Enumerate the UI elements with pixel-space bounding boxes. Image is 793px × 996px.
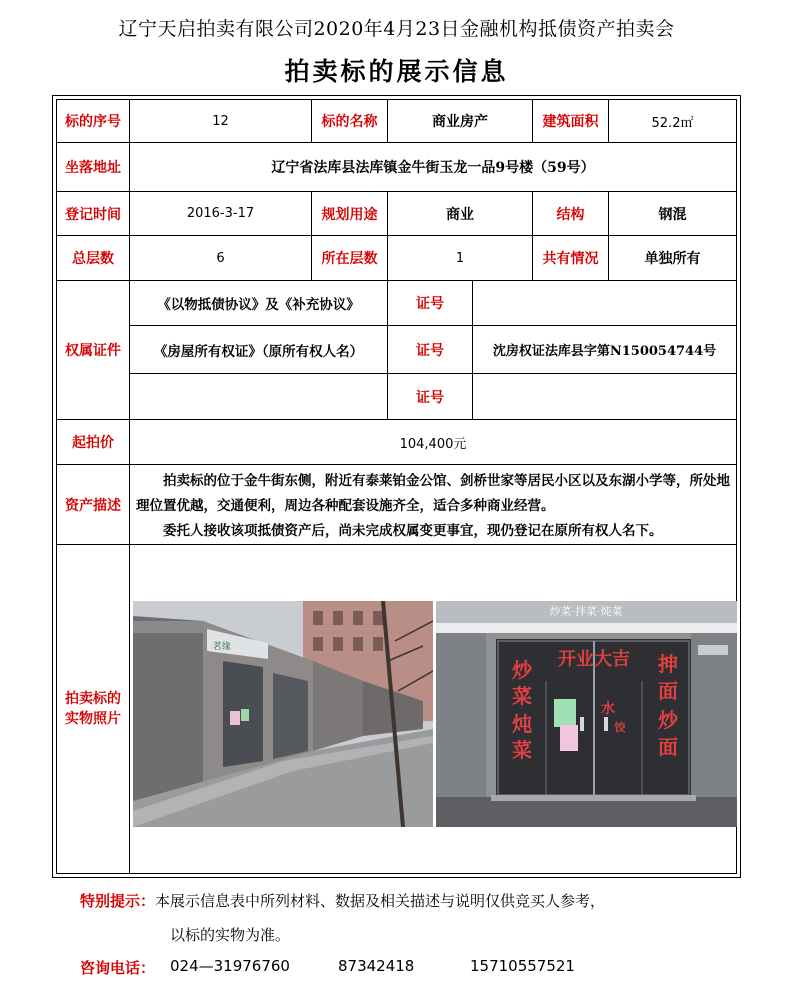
cert-1-no xyxy=(472,280,737,326)
photo2-left-char-2: 菜 xyxy=(512,684,532,708)
storefront-photo-drawing xyxy=(436,601,737,827)
contact-phone-3: 15710557521 xyxy=(470,957,575,975)
ownership-label: 共有情况 xyxy=(532,235,609,281)
area-label: 建筑面积 xyxy=(532,99,609,143)
contact-phone-1: 024—31976760 xyxy=(170,957,290,975)
photo2-left-char-4: 菜 xyxy=(512,738,532,762)
description-text xyxy=(129,464,737,545)
cert-1-name: 《以物抵债协议》及《补充协议》 xyxy=(129,280,388,326)
structure-value: 钢混 xyxy=(608,191,737,236)
area-value: 52.2㎡ xyxy=(608,99,737,143)
contact-phone-2: 87342418 xyxy=(338,957,415,975)
photo2-right-char-4: 面 xyxy=(658,735,678,759)
photo2-opening-banner: 开业大吉 xyxy=(558,649,630,670)
cert-2-no-label: 证号 xyxy=(387,325,473,374)
contact-label: 咨询电话： xyxy=(80,959,156,977)
photo2-right-char-3: 炒 xyxy=(658,708,678,732)
reg-time-label: 登记时间 xyxy=(56,191,130,236)
reg-time-value: 2016-3-17 xyxy=(129,191,312,236)
usage-value: 商业 xyxy=(387,191,533,236)
floor-value: 1 xyxy=(387,235,533,281)
page-title: 辽宁天启拍卖有限公司2020年4月23日金融机构抵债资产拍卖会 xyxy=(118,18,675,40)
photo2-right-char-1: 抻 xyxy=(658,652,678,676)
lot-no-value: 12 xyxy=(129,99,312,143)
usage-label: 规划用途 xyxy=(311,191,388,236)
cert-3-no-label: 证号 xyxy=(387,373,473,420)
floor-label: 所在层数 xyxy=(311,235,388,281)
lot-no-label: 标的序号 xyxy=(56,99,130,143)
ownership-value: 单独所有 xyxy=(608,235,737,281)
photo2-left-char-1: 炒 xyxy=(512,658,532,682)
special-notice-label: 特别提示： xyxy=(80,892,156,910)
special-notice xyxy=(80,890,605,911)
special-notice-line-1: 本展示信息表中所列材料、数据及相关描述与说明仅供竞买人参考， xyxy=(155,892,606,910)
photo1-shop-sign: 茗缘 xyxy=(213,642,232,652)
cert-2-no: 沈房权证法库县字第N150054744号 xyxy=(472,325,737,374)
cert-1-no-label: 证号 xyxy=(387,280,473,326)
start-price-value: 104,400元 xyxy=(129,419,737,465)
photo2-door-char-1: 水 xyxy=(601,701,615,717)
property-photo-storefront xyxy=(436,601,737,827)
location-value: 辽宁省法库县法库镇金牛街玉龙一品9号楼（59号） xyxy=(129,142,737,192)
lot-name-value: 商业房产 xyxy=(387,99,533,143)
special-notice-line-2: 以标的实物为准。 xyxy=(170,926,291,944)
photo2-door-char-2: 饺 xyxy=(614,721,626,734)
page-subtitle: 拍卖标的展示信息 xyxy=(284,57,509,86)
street-photo-drawing xyxy=(133,601,433,827)
description-paragraph-1: 拍卖标的位于金牛街东侧，附近有泰莱铂金公馆、剑桥世家等居民小区以及东湖小学等，所处地理位置优越，交通便利，周边各种配套设施齐全，适合多种商业经营。 xyxy=(136,473,730,514)
photos-label xyxy=(56,544,130,874)
cert-3-no xyxy=(472,373,737,420)
floors-value: 6 xyxy=(129,235,312,281)
cert-2-name: 《房屋所有权证》（原所有权人名） xyxy=(129,325,388,374)
photo2-top-banner: 炒菜·拌菜·炖菜 xyxy=(549,605,623,618)
certs-label: 权属证件 xyxy=(56,280,130,420)
location-label: 坐落地址 xyxy=(56,142,130,192)
structure-label: 结构 xyxy=(532,191,609,236)
photos-label-line-2: 实物照片 xyxy=(65,711,121,727)
lot-name-label: 标的名称 xyxy=(311,99,388,143)
property-photo-street xyxy=(133,601,433,827)
floors-label: 总层数 xyxy=(56,235,130,281)
photos-label-line-1: 拍卖标的 xyxy=(65,691,121,707)
description-label: 资产描述 xyxy=(56,464,130,545)
cert-3-name xyxy=(129,373,388,420)
photo2-left-char-3: 炖 xyxy=(512,712,532,736)
description-paragraph-2: 委托人接收该项抵债资产后，尚未完成权属变更事宜，现仍登记在原所有权人名下。 xyxy=(163,523,663,539)
photo2-right-char-2: 面 xyxy=(658,679,678,703)
start-price-label: 起拍价 xyxy=(56,419,130,465)
